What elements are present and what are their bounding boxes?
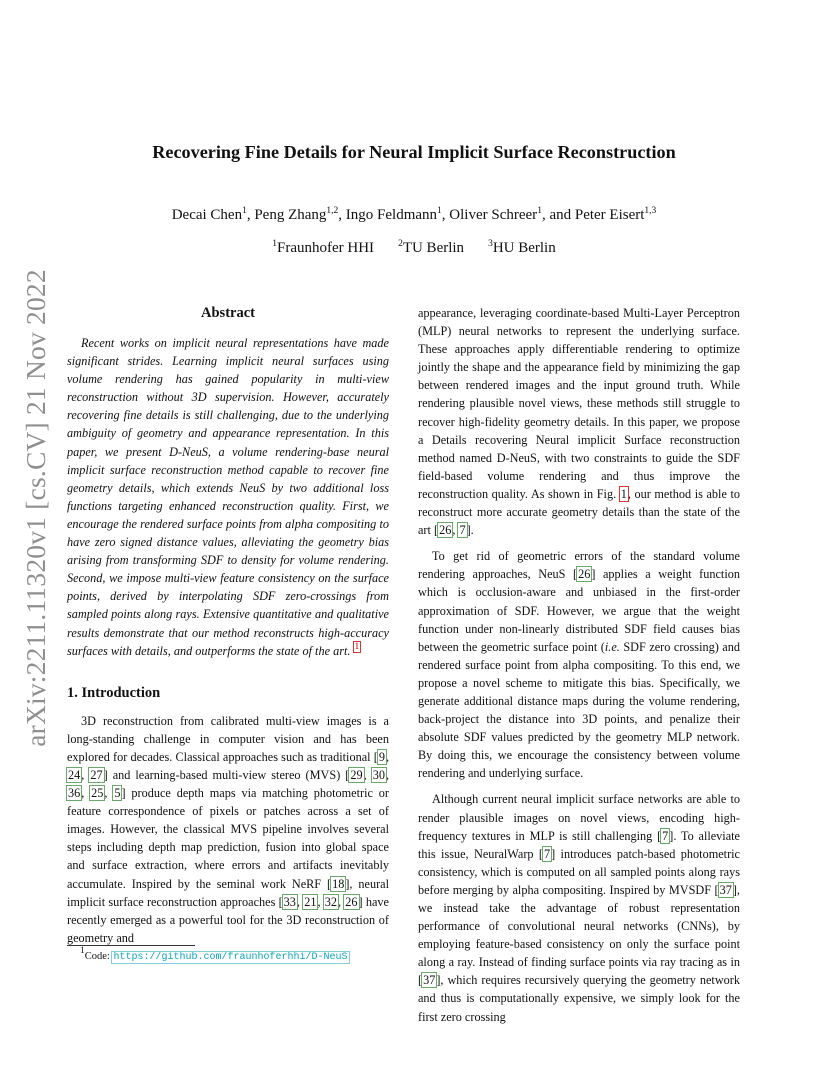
affiliation	[488, 240, 556, 256]
affiliation-name: Fraunhofer HHI	[277, 240, 375, 256]
affiliation-mark: 2	[398, 239, 403, 249]
citation-link[interactable]: 37	[719, 882, 732, 897]
citation-link[interactable]: 27	[90, 767, 103, 782]
citation-link[interactable]: 26	[439, 523, 452, 538]
italic-text: i.e.	[604, 639, 620, 654]
citation-link[interactable]: 5	[114, 786, 121, 801]
author-name: Oliver Schreer	[449, 207, 538, 223]
footnote-mark: 1	[80, 946, 85, 956]
author-affiliation-mark: 1,2	[326, 206, 339, 216]
paragraph: appearance, leveraging coordinate-based Multi-Layer Perceptron (MLP) neural networks to represent the underlying surface. These approaches apply differentiable rendering to optimize jointly the shape and the appearance field by minimizing the gap between rendered images and the input ground truth. While rendering plausible novel views, these methods still struggle to recover high-fidelity geometry details. In this paper, we propose a Details recovering Neural implicit Surface reconstruction method named D-NeuS, with two constraints to guide the SDF field-based volume rendering and thus improve the reconstruction quality. As shown in Fig. 1, our method is able to reconstruct more accurate geometry details than the state of the art [26, 7].	[418, 306, 740, 538]
author-name: Peng Zhang	[254, 207, 327, 223]
paragraph: Although current neural implicit surface networks are able to render plausible images on novel views, encoding high-frequency textures in MLP is still challenging [7]. To alleviate this issue, NeuralWarp [7] introduces patch-based photometric consistency, which is computed on all sampled points along rays before merging by alpha compositing. Inspired by MVSDF [37], we instead take the advantage of robust representation performance of convolutional neural networks (CNNs), by employing feature-based consistency on only the surface point along a ray. Instead of finding surface points via ray tracing as in [37], which requires recursively querying the geometry network and thus is computationally expensive, we simply look for the first zero crossing	[418, 792, 740, 1024]
arxiv-identifier-stamp	[22, 258, 50, 758]
citation-link[interactable]: 7	[662, 828, 669, 843]
right-column	[418, 304, 740, 1026]
author-name: Peter Eisert	[574, 207, 645, 223]
abstract-heading: Abstract	[201, 305, 255, 321]
affiliation-name: HU Berlin	[492, 240, 556, 256]
author-affiliation-mark: 1	[537, 206, 542, 216]
figure-link[interactable]: 1	[620, 486, 627, 501]
author-affiliation-mark: 1	[437, 206, 442, 216]
footnote-url-link[interactable]: https://github.com/fraunhoferhhi/D-NeuS	[113, 952, 348, 963]
affiliation	[398, 240, 464, 256]
paper-title: Recovering Fine Details for Neural Implicit Surface Reconstruction	[152, 142, 676, 162]
introduction-heading: 1. Introduction	[67, 684, 161, 701]
affiliation-mark: 1	[272, 239, 277, 249]
abstract-text: Recent works on implicit neural representations have made significant strides. Learning implicit neural surfaces using volume rendering has gained popularity in multi-view reconstruction without 3D supervision. However, accurately recovering fine details is still challenging, due to the underlying ambiguity of geometry and appearance representation. In this paper, we present D-NeuS, a volume rendering-base neural implicit surface reconstruction method capable to recover fine geometry details, which extends NeuS by two additional loss functions targeting enhanced reconstruction quality. First, we encourage the rendered surface points from alpha compositing to have zero signed distance values, alleviating the geometry bias arising from transforming SDF to density for volume rendering. Second, we impose multi-view feature consistency on the surface points, derived by interpolating SDF zero-crossings from sampled points along rays. Extensive quantitative and qualitative results demonstrate that our method reconstructs high-accuracy surfaces with details, and outperforms the state of the art. $^1$	[67, 336, 389, 658]
citation-link[interactable]: 33	[283, 894, 296, 909]
left-column	[67, 304, 389, 947]
citation-link[interactable]: 21	[304, 894, 317, 909]
citation-link[interactable]: 26	[345, 894, 358, 909]
footnote-link[interactable]: 1	[354, 641, 360, 652]
introduction-body-left	[67, 712, 389, 947]
author-name: Decai Chen	[171, 207, 243, 223]
footnote	[80, 946, 349, 965]
citation-link[interactable]: 26	[578, 567, 591, 582]
affiliation-name: TU Berlin	[402, 240, 465, 256]
citation-link[interactable]: 30	[372, 767, 385, 782]
citation-link[interactable]: 24	[68, 767, 81, 782]
citation-link[interactable]: 29	[350, 767, 363, 782]
author-list: Decai Chen$^1$, Peng Zhang$^{1,2}$, Ingo Feldmann$^1$, Oliver Schreer$^1$, and Peter Eisert$^{1,3}$	[171, 206, 657, 223]
citation-link[interactable]: 7	[543, 846, 551, 861]
author-affiliation-mark: 1,3	[644, 206, 657, 216]
paragraph: 3D reconstruction from calibrated multi-view images is a long-standing challenge in computer vision and has been explored for decades. Classical approaches such as traditional [9, 24, 27] and learning-based multi-view stereo (MVS) [29, 30, 36, 25, 5] produce depth maps via matching photometric or feature correspondence of pixels or patches across a set of images. However, the classical MVS pipeline involves several steps including depth map prediction, fusion into global space and surface extraction, where errors and artifacts inevitably accumulate. Inspired by the seminal work NeRF [18], neural implicit surface reconstruction approaches [33, 21, 32, 26] have recently emerged as a powerful tool for the 3D reconstruction of geometry and	[67, 713, 390, 945]
citation-link[interactable]: 37	[423, 973, 436, 988]
citation-link[interactable]: 36	[68, 786, 81, 801]
author-affiliation-mark: 1	[242, 206, 247, 216]
paragraph: To get rid of geometric errors of the standard volume rendering approaches, NeuS [26] applies a weight function which is occlusion-aware and unbiased in the first-order approximation of SDF. However, we argue that the weight function under non-linearly distributed SDF field causes bias between the geometric surface point (i.e. SDF zero crossing) and rendered surface point from alpha compositing. To this end, we propose a novel scheme to mitigate this bias. Specifically, we generate additional distance maps during the volume rendering, back-project the distance into 3D points, and penalize their absolute SDF values predicted by the geometry MLP network. By doing this, we encourage the consistency between volume rendering and underlying surface.	[418, 549, 740, 781]
affiliation	[272, 240, 374, 256]
author-name: Ingo Feldmann	[345, 207, 438, 223]
citation-link[interactable]: 25	[91, 786, 104, 801]
citation-link[interactable]: 32	[324, 894, 337, 909]
footnote-rule	[67, 945, 195, 946]
citation-link[interactable]: 7	[459, 523, 466, 538]
arxiv-id-text: arXiv:2211.11320v1 [cs.CV] 21 Nov 2022	[20, 269, 52, 747]
affiliation-mark: 3	[488, 239, 493, 249]
citation-link[interactable]: 18	[332, 876, 345, 891]
affiliation-list	[0, 240, 828, 257]
footnote-label: Code:	[84, 951, 113, 962]
citation-link[interactable]: 9	[378, 749, 385, 764]
